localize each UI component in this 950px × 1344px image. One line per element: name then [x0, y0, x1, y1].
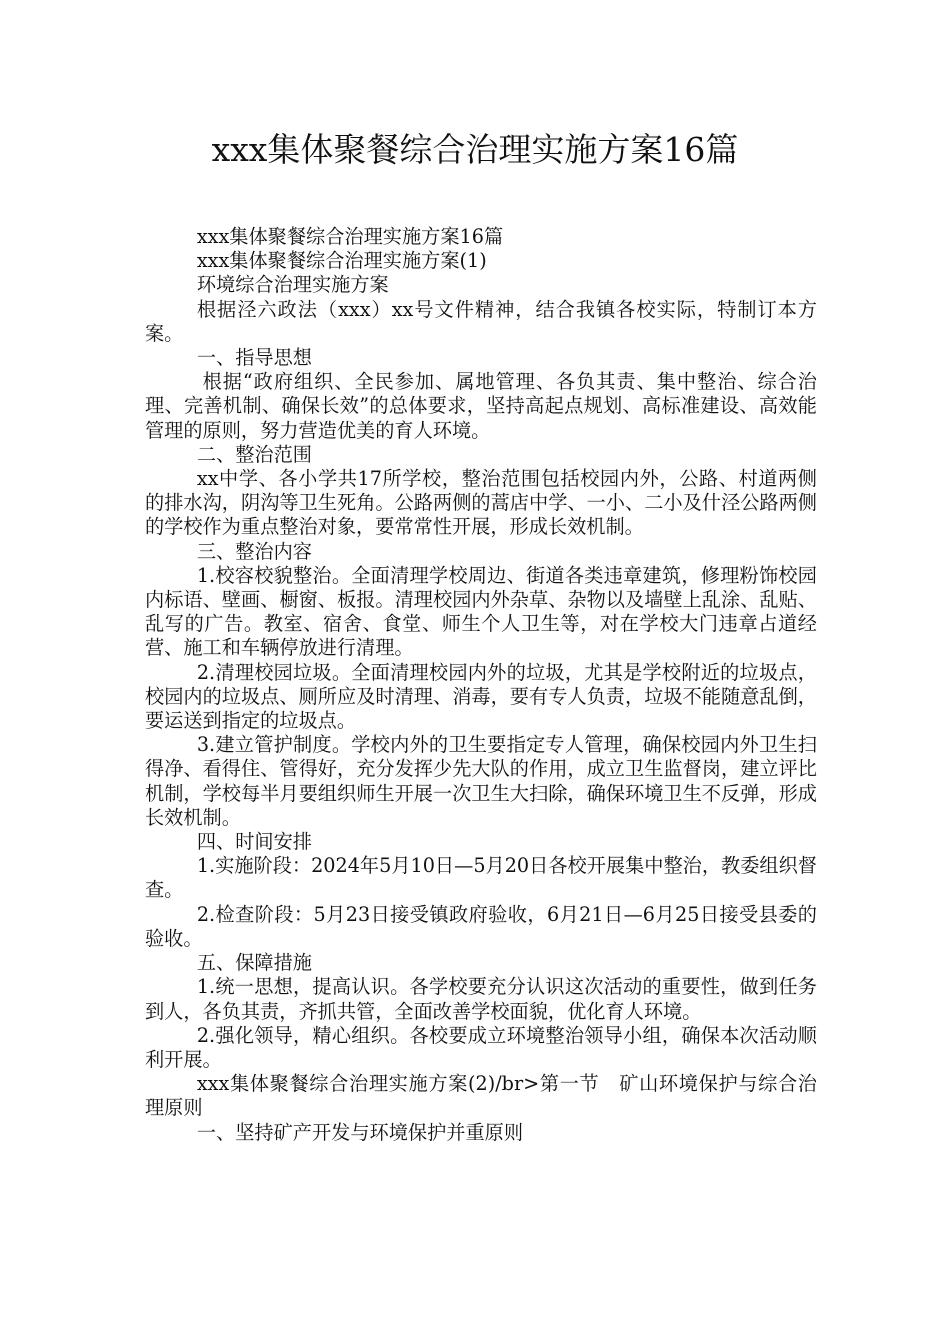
- heading-guiding-ideology: 一、指导思想: [196, 346, 312, 370]
- paragraph-section-1-title: xxx集体聚餐综合治理实施方案(1): [196, 249, 487, 273]
- paragraph-scope: xx中学、各小学共17所学校，整治范围包括校园内外，公路、村道两侧的排水沟，阴沟等卫生死角。公路两侧的蒿店中学、一小、二小及什泾公路两侧的学校作为重点整治对象，要常常性开展，形成长效机制。: [145, 467, 817, 539]
- heading-safeguards: 五、保障措施: [196, 951, 312, 975]
- heading-scope: 二、整治范围: [196, 442, 312, 466]
- paragraph-intro: 根据泾六政法（xxx）xx号文件精神，结合我镇各校实际，特制订本方案。: [145, 297, 817, 345]
- paragraph-section-2-title: xxx集体聚餐综合治理实施方案(2)/br>第一节 矿山环境保护与综合治理原则: [145, 1072, 817, 1120]
- paragraph-safeguards-1: 1.统一思想，提高认识。各学校要充分认识这次活动的重要性，做到任务到人，各负其责，齐抓共管，全面改善学校面貌，优化育人环境。: [145, 975, 817, 1023]
- paragraph-guiding-ideology: 根据“政府组织、全民参加、属地管理、各负其责、集中整治、综合治理、完善机制、确保长效”的总体要求，坚持高起点规划、高标准建设、高效能管理的原则，努力营造优美的育人环境。: [145, 370, 817, 442]
- heading-schedule: 四、时间安排: [196, 830, 312, 854]
- paragraph-content-3: 3.建立管护制度。学校内外的卫生要指定专人管理，确保校园内外卫生扫得净、看得住、管得好，充分发挥少先大队的作用，成立卫生监督岗，建立评比机制，学校每半月要组织师生开展一次卫生大扫除，确保环境卫生不反弹，形成长效机制。: [145, 733, 817, 829]
- paragraph-subtitle: xxx集体聚餐综合治理实施方案16篇: [196, 225, 504, 248]
- heading-content: 三、整治内容: [196, 539, 312, 563]
- paragraph-plan-name: 环境综合治理实施方案: [196, 273, 389, 297]
- paragraph-principle-1: 一、坚持矿产开发与环境保护并重原则: [196, 1120, 524, 1144]
- paragraph-schedule-2: 2.检查阶段：5月23日接受镇政府验收，6月21日—6月25日接受县委的验收。: [145, 902, 817, 950]
- paragraph-content-1: 1.校容校貌整治。全面清理学校周边、街道各类违章建筑，修理粉饰校园内标语、壁画、橱窗、板报。清理校园内外杂草、杂物以及墙壁上乱涂、乱贴、乱写的广告。教室、宿舍、食堂、师生个人卫生等，对在学校大门违章占道经营、施工和车辆停放进行清理。: [145, 563, 817, 660]
- document-body: [145, 225, 817, 1145]
- document-title: xxx集体聚餐综合治理实施方案16篇: [211, 130, 739, 169]
- paragraph-content-2: 2.清理校园垃圾。全面清理校园内外的垃圾，尤其是学校附近的垃圾点，校园内的垃圾点、厕所应及时清理、消毒，要有专人负责，垃圾不能随意乱倒，要运送到指定的垃圾点。: [145, 660, 817, 733]
- paragraph-safeguards-2: 2.强化领导，精心组织。各校要成立环境整治领导小组，确保本次活动顺利开展。: [145, 1023, 817, 1071]
- paragraph-schedule-1: 1.实施阶段：2024年5月10日—5月20日各校开展集中整治，教委组织督查。: [145, 854, 817, 902]
